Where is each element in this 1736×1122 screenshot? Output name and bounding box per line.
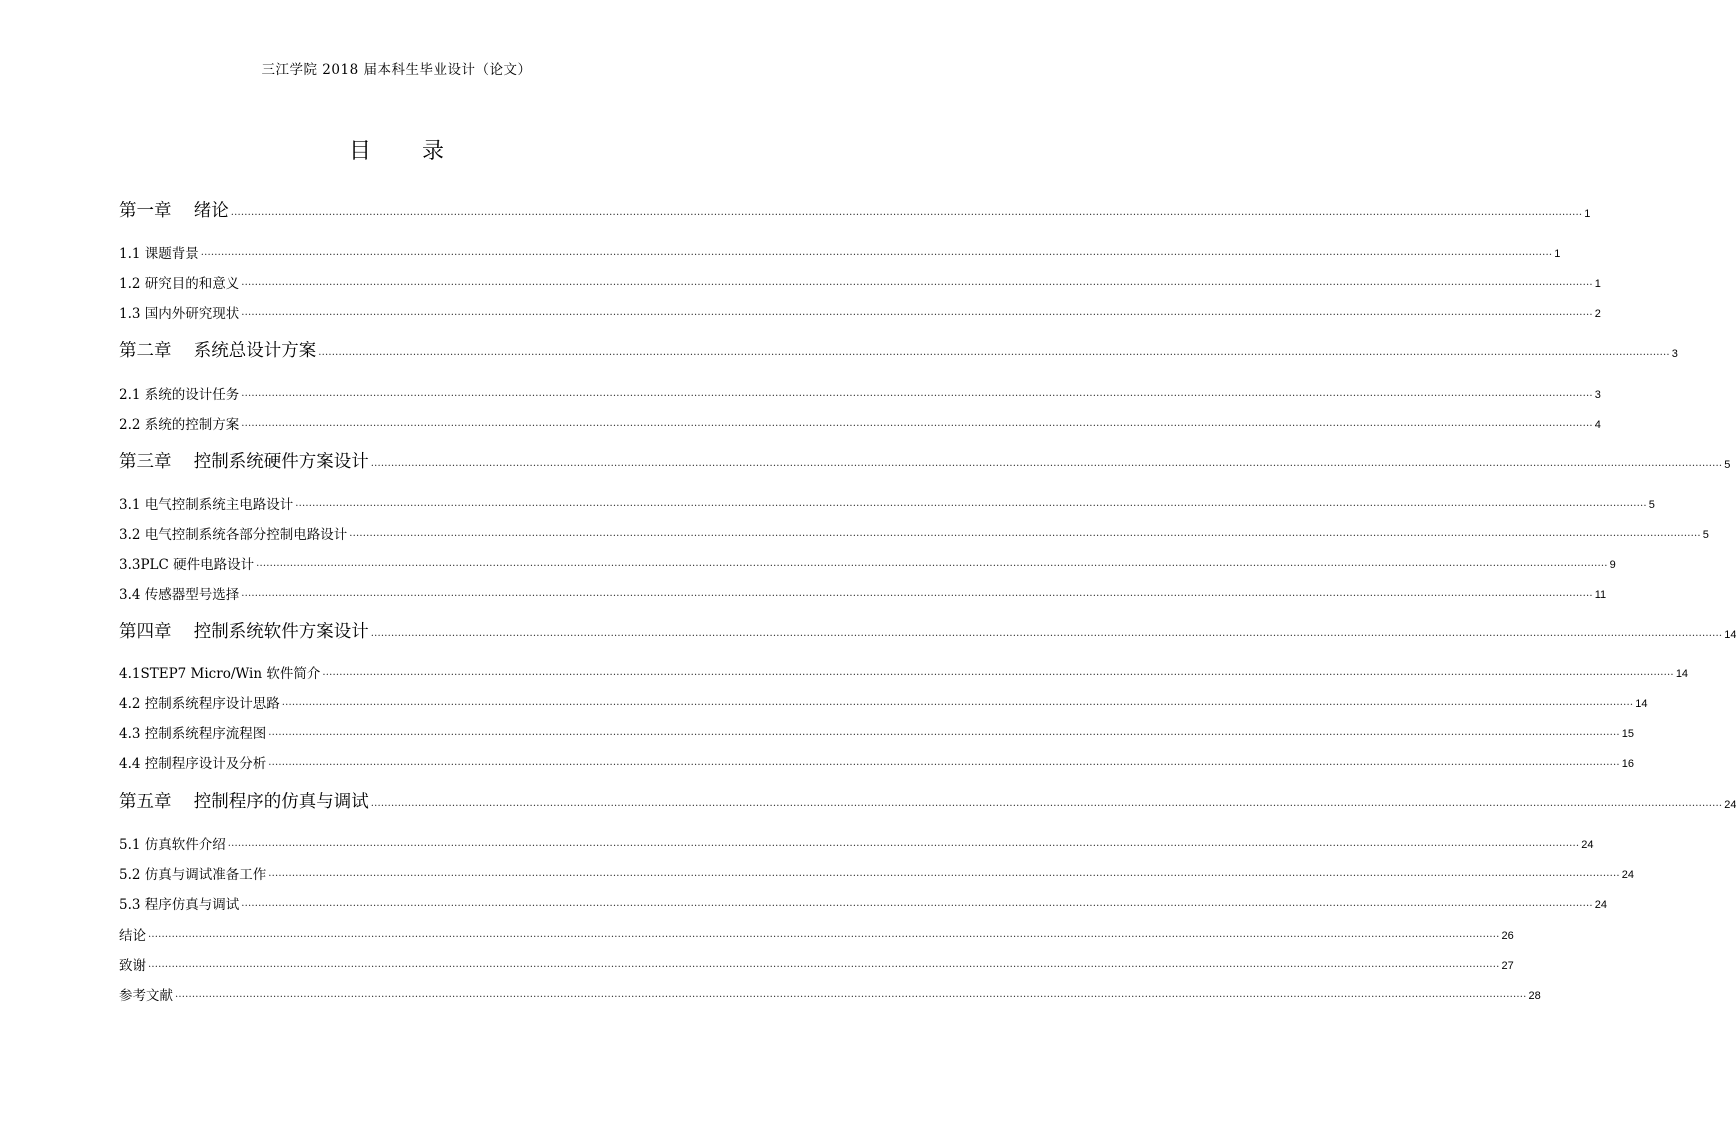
- toc-entry-page-number: 5: [1724, 459, 1731, 471]
- toc-entry-label: 第四章 控制系统软件方案设计: [119, 622, 369, 642]
- toc-section-entry: [119, 922, 1514, 944]
- toc-entry-page-number: 5: [1648, 499, 1655, 511]
- toc-entry-page-number: 15: [1621, 728, 1634, 740]
- dot-leader: ................................................................................................................................................................................................................................................................................................................................................................................................................: [241, 388, 1593, 399]
- dot-leader: ................................................................................................................................................................................................................................................................................................................................................................................................................: [241, 898, 1593, 909]
- toc-section-entry: [119, 300, 1601, 322]
- toc-entry-page-number: 24: [1594, 899, 1607, 911]
- running-header: 三江学院 2018 届本科生毕业设计（论文）: [261, 62, 532, 78]
- toc-entry-page-number: 14: [1724, 629, 1736, 641]
- toc-entry-page-number: 14: [1675, 668, 1689, 680]
- toc-entry-label: 1.3 国内外研究现状: [119, 306, 240, 322]
- toc-section-entry: [119, 551, 1616, 573]
- toc-entry-label: 致谢: [119, 958, 146, 974]
- toc-entry-label: 4.2 控制系统程序设计思路: [119, 696, 280, 712]
- dot-leader: ................................................................................................................................................................................................................................................................................................................................................................................................................: [227, 838, 1580, 849]
- toc-entry-page-number: 24: [1581, 839, 1594, 851]
- toc-entry-page-number: 5: [1702, 529, 1709, 541]
- page-title: 目 录: [349, 139, 466, 164]
- toc-entry-label: 第一章 绪论: [119, 201, 229, 221]
- dot-leader: ................................................................................................................................................................................................................................................................................................................................................................................................................: [200, 247, 1553, 258]
- toc-entry-label: 2.1 系统的设计任务: [119, 387, 240, 403]
- dot-leader: ................................................................................................................................................................................................................................................................................................................................................................................................................: [241, 418, 1593, 429]
- toc-entry-label: 4.4 控制程序设计及分析: [119, 756, 267, 772]
- toc-entry-page-number: 11: [1594, 589, 1607, 601]
- dot-leader: ................................................................................................................................................................................................................................................................................................................................................................................................................: [268, 727, 1620, 738]
- toc-entry-page-number: 24: [1621, 869, 1634, 881]
- dot-leader: ................................................................................................................................................................................................................................................................................................................................................................................................................: [370, 798, 1723, 809]
- toc-entry-page-number: 4: [1594, 419, 1601, 431]
- toc-section-entry: [119, 491, 1655, 513]
- dot-leader: ................................................................................................................................................................................................................................................................................................................................................................................................................: [148, 929, 1500, 940]
- toc-entry-page-number: 26: [1501, 930, 1514, 942]
- toc-entry-page-number: 9: [1609, 559, 1616, 571]
- toc-section-entry: [119, 690, 1648, 712]
- toc-entry-label: 4.3 控制系统程序流程图: [119, 726, 267, 742]
- toc-entry-label: 第五章 控制程序的仿真与调试: [119, 792, 369, 812]
- dot-leader: ................................................................................................................................................................................................................................................................................................................................................................................................................: [148, 959, 1500, 970]
- dot-leader: ................................................................................................................................................................................................................................................................................................................................................................................................................: [241, 277, 1593, 288]
- toc-entry-page-number: 24: [1724, 799, 1736, 811]
- toc-entry-label: 3.4 传感器型号选择: [119, 587, 240, 603]
- toc-entry-label: 结论: [119, 928, 146, 944]
- toc-entry-label: 3.2 电气控制系统各部分控制电路设计: [119, 527, 348, 543]
- dot-leader: ................................................................................................................................................................................................................................................................................................................................................................................................................: [318, 347, 1670, 358]
- toc-section-entry: [119, 270, 1601, 292]
- toc-entry-label: 参考文献: [119, 988, 173, 1004]
- toc-entry-label: 3.1 电气控制系统主电路设计: [119, 497, 294, 513]
- toc-chapter-entry: [119, 791, 1736, 813]
- dot-leader: ................................................................................................................................................................................................................................................................................................................................................................................................................: [349, 528, 1701, 539]
- toc-entry-page-number: 28: [1528, 990, 1541, 1002]
- toc-section-entry: [119, 411, 1601, 433]
- dot-leader: ................................................................................................................................................................................................................................................................................................................................................................................................................: [322, 667, 1674, 678]
- toc-section-entry: [119, 982, 1541, 1004]
- dot-leader: ................................................................................................................................................................................................................................................................................................................................................................................................................: [241, 307, 1593, 318]
- toc-entry-label: 5.3 程序仿真与调试: [119, 897, 240, 913]
- toc-entry-label: 2.2 系统的控制方案: [119, 417, 240, 433]
- toc-entry-page-number: 14: [1635, 698, 1648, 710]
- toc-section-entry: [119, 240, 1561, 262]
- toc-section-entry: [119, 861, 1634, 883]
- toc-section-entry: [119, 381, 1601, 403]
- toc-entry-label: 3.3PLC 硬件电路设计: [119, 557, 255, 573]
- dot-leader: ................................................................................................................................................................................................................................................................................................................................................................................................................: [370, 458, 1723, 469]
- toc-chapter-entry: [119, 340, 1678, 362]
- toc-section-entry: [119, 891, 1607, 913]
- toc-entry-page-number: 27: [1501, 960, 1514, 972]
- dot-leader: ................................................................................................................................................................................................................................................................................................................................................................................................................: [268, 757, 1620, 768]
- dot-leader: ................................................................................................................................................................................................................................................................................................................................................................................................................: [230, 207, 1583, 218]
- toc-section-entry: [119, 720, 1634, 742]
- dot-leader: ................................................................................................................................................................................................................................................................................................................................................................................................................: [241, 588, 1593, 599]
- toc-section-entry: [119, 750, 1634, 772]
- toc-entry-label: 5.2 仿真与调试准备工作: [119, 867, 267, 883]
- toc-entry-page-number: 1: [1554, 248, 1561, 260]
- toc-section-entry: [119, 660, 1689, 682]
- toc-entry-page-number: 3: [1594, 389, 1601, 401]
- dot-leader: ................................................................................................................................................................................................................................................................................................................................................................................................................: [370, 628, 1723, 639]
- toc-section-entry: [119, 581, 1607, 603]
- toc-entry-label: 第二章 系统总设计方案: [119, 341, 317, 361]
- toc-chapter-entry: [119, 621, 1736, 643]
- toc-entry-label: 4.1STEP7 Micro/Win 软件简介: [119, 666, 321, 682]
- dot-leader: ................................................................................................................................................................................................................................................................................................................................................................................................................: [256, 558, 1608, 569]
- toc-entry-label: 第三章 控制系统硬件方案设计: [119, 452, 369, 472]
- toc-entry-page-number: 16: [1621, 758, 1634, 770]
- dot-leader: ................................................................................................................................................................................................................................................................................................................................................................................................................: [175, 989, 1527, 1000]
- dot-leader: ................................................................................................................................................................................................................................................................................................................................................................................................................: [268, 868, 1620, 879]
- toc-section-entry: [119, 521, 1709, 543]
- toc-entry-page-number: 1: [1594, 278, 1601, 290]
- dot-leader: ................................................................................................................................................................................................................................................................................................................................................................................................................: [295, 498, 1647, 509]
- toc-entry-page-number: 1: [1584, 208, 1591, 220]
- toc-entry-page-number: 2: [1594, 308, 1601, 320]
- toc-entry-label: 5.1 仿真软件介绍: [119, 837, 226, 853]
- toc-chapter-entry: [119, 451, 1731, 473]
- toc-chapter-entry: [119, 200, 1591, 222]
- toc-section-entry: [119, 831, 1594, 853]
- toc-section-entry: [119, 952, 1514, 974]
- toc-entry-label: 1.2 研究目的和意义: [119, 276, 240, 292]
- toc-entry-label: 1.1 课题背景: [119, 246, 199, 262]
- toc-entry-page-number: 3: [1671, 348, 1678, 360]
- dot-leader: ................................................................................................................................................................................................................................................................................................................................................................................................................: [281, 697, 1634, 708]
